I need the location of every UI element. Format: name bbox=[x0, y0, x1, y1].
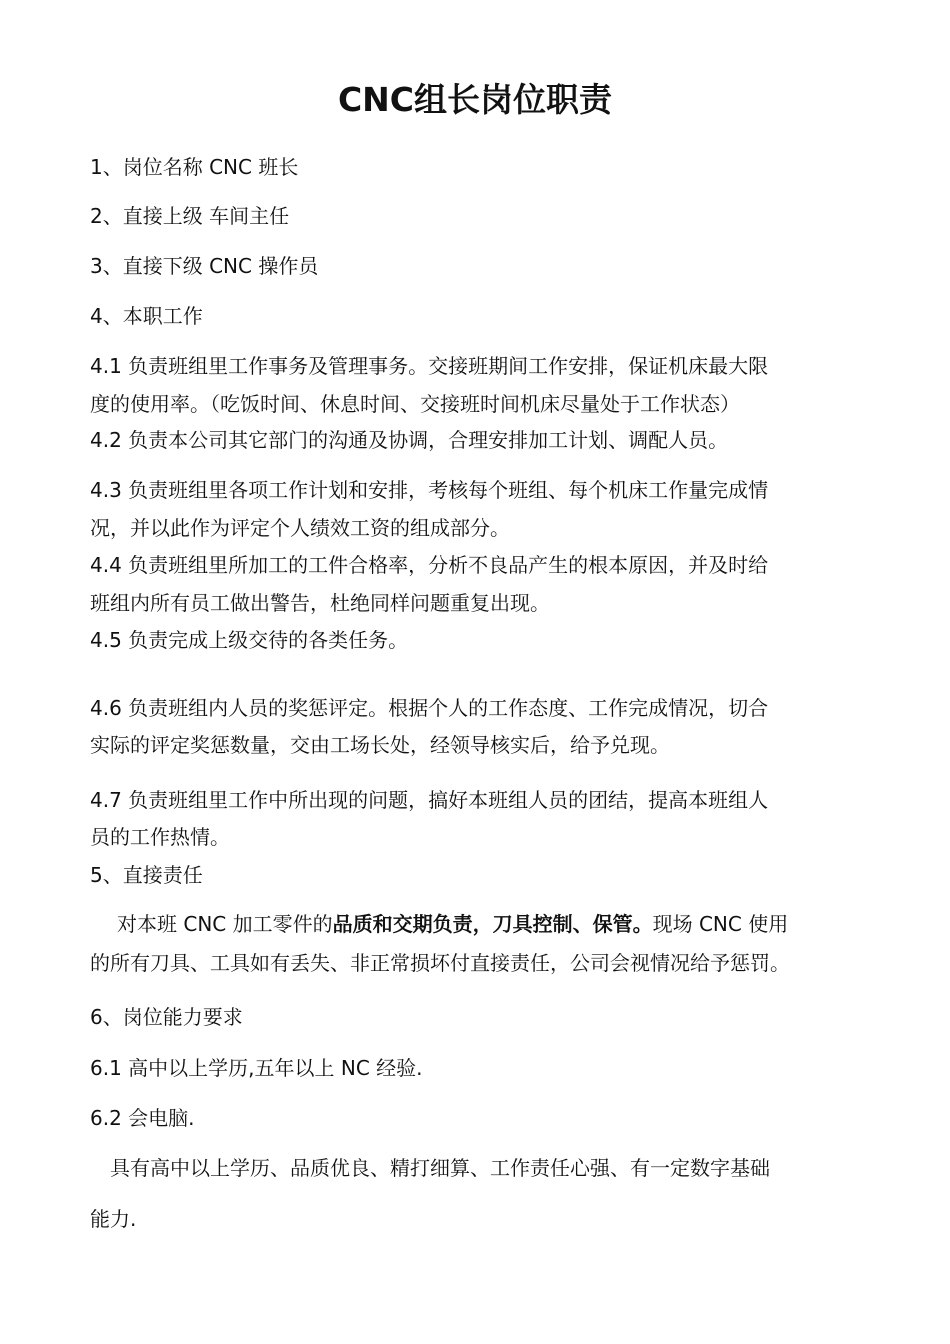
responsibility-heading: 5、直接责任 bbox=[90, 863, 203, 887]
duty-4-1-line-1: 4.1 负责班组里工作事务及管理事务。交接班期间工作安排，保证机床最大限 bbox=[90, 354, 769, 378]
responsibility-paragraph-line-2: 的所有刀具、工具如有丢失、非正常损坏付直接责任，公司会视情况给予惩罚。 bbox=[90, 951, 790, 975]
duty-4-3-line-1: 4.3 负责班组里各项工作计划和安排，考核每个班组、每个机床工作量完成情 bbox=[90, 478, 769, 502]
responsibility-bold-quality: 品质和交期负责 bbox=[332, 912, 473, 936]
duty-4-7-line-1: 4.7 负责班组里工作中所出现的问题，搞好本班组人员的团结，提高本班组人 bbox=[90, 788, 769, 812]
responsibility-paragraph-line-1 bbox=[117, 910, 788, 938]
responsibility-text-end: 现场 CNC 使用 bbox=[652, 912, 789, 936]
duty-4-2: 4.2 负责本公司其它部门的沟通及协调，合理安排加工计划、调配人员。 bbox=[90, 428, 729, 452]
item-direct-superior: 2、直接上级 车间主任 bbox=[90, 204, 290, 228]
page-title: CNC组长岗位职责 bbox=[337, 80, 613, 119]
item-direct-subordinate: 3、直接下级 CNC 操作员 bbox=[90, 254, 319, 278]
ability-paragraph-line-2: 能力. bbox=[90, 1207, 137, 1231]
responsibility-text: 对本班 CNC 加工零件的 bbox=[117, 912, 333, 936]
duty-4-6-line-1: 4.6 负责班组内人员的奖惩评定。根据个人的工作态度、工作完成情况，切合 bbox=[90, 696, 769, 720]
responsibility-bold-comma: ， bbox=[472, 912, 493, 936]
duty-4-4-line-1: 4.4 负责班组里所加工的工件合格率，分析不良品产生的根本原因，并及时给 bbox=[90, 553, 769, 577]
duty-4-1-line-2: 度的使用率。（吃饭时间、休息时间、交接班时间机床尽量处于工作状态） bbox=[90, 392, 740, 416]
ability-6-1: 6.1 高中以上学历,五年以上 NC 经验. bbox=[90, 1056, 423, 1080]
duty-4-7-line-2: 员的工作热情。 bbox=[90, 825, 230, 849]
ability-heading: 6、岗位能力要求 bbox=[90, 1005, 243, 1029]
duty-4-5: 4.5 负责完成上级交待的各类任务。 bbox=[90, 628, 409, 652]
responsibility-bold-tools: 刀具控制、保管。 bbox=[492, 912, 653, 936]
item-position-name: 1、岗位名称 CNC 班长 bbox=[90, 155, 299, 179]
duty-4-4-line-2: 班组内所有员工做出警告，杜绝同样问题重复出现。 bbox=[90, 591, 550, 615]
ability-paragraph-line-1: 具有高中以上学历、品质优良、精打细算、工作责任心强、有一定数字基础 bbox=[110, 1156, 770, 1180]
duty-4-3-line-2: 况，并以此作为评定个人绩效工资的组成部分。 bbox=[90, 516, 510, 540]
item-duties-heading: 4、本职工作 bbox=[90, 304, 203, 328]
duty-4-6-line-2: 实际的评定奖惩数量，交由工场长处，经领导核实后，给予兑现。 bbox=[90, 733, 670, 757]
ability-6-2: 6.2 会电脑. bbox=[90, 1106, 195, 1130]
